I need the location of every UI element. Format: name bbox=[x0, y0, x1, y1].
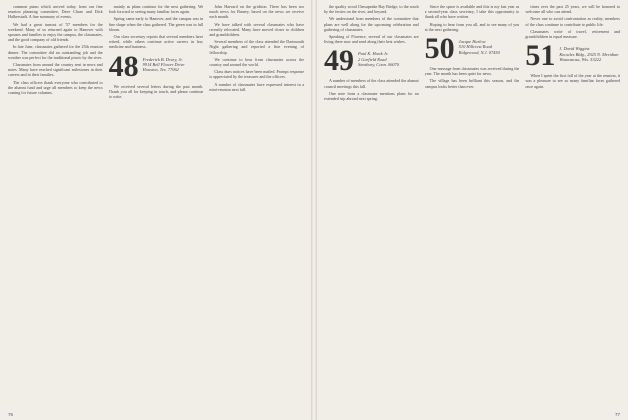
paragraph: Classmates write of travel, retirement and grandchildren in equal measure. bbox=[525, 28, 621, 40]
class-number: 49 bbox=[324, 44, 354, 78]
left-column-2 bbox=[109, 4, 204, 402]
paragraph: Since the space is available and this is my last year as a second-year class secretary, I take this opportunity to thank all who have written. bbox=[424, 4, 520, 20]
right-column-2 bbox=[425, 4, 520, 402]
paragraph: A number of members of the class attended the alumni council meetings this fall. bbox=[324, 78, 419, 89]
right-column-1 bbox=[324, 4, 419, 402]
page-number: 77 bbox=[614, 412, 620, 417]
class-heading-48 bbox=[108, 49, 204, 83]
paragraph: Speaking of Florence, several of our classmates are living there now and send along their best wishes. bbox=[324, 34, 419, 45]
left-column-3 bbox=[209, 4, 304, 402]
address-line: J. David Wiggins bbox=[559, 46, 590, 52]
paragraph: The class officers thank everyone who contributed to the alumni fund and urge all members to keep the news coming for future columns. bbox=[8, 79, 103, 96]
class-heading-50 bbox=[424, 32, 520, 66]
address-line: 9914 Bell Flower Drive bbox=[142, 62, 185, 68]
address-line: Frederick B. Drury, Jr. bbox=[142, 56, 183, 62]
address-line: Jacque Harlow bbox=[458, 39, 486, 45]
class-number: 48 bbox=[108, 49, 139, 83]
paragraph: The village has been brilliant this season, and the campus looks better than ever. bbox=[424, 78, 520, 89]
paragraph: We had a great turnout of '57 members for the weekend. Many of us returned again to Hanover with spouses and families to enjoy the campus, the classmates, and the good company of old friends. bbox=[8, 21, 103, 43]
paragraph: Never one to avoid confrontation as reality, members of the class continue to contribute to public life. bbox=[525, 16, 621, 27]
left-column-1 bbox=[8, 4, 103, 402]
secretary-address bbox=[459, 36, 500, 55]
paragraph: Spring came early to Hanover, and the campus was in fine shape when the class gathered. The green was in full bloom. bbox=[108, 16, 204, 32]
secretary-address bbox=[143, 54, 185, 73]
address-line: Knowles Bldg., 2925 N. Meridian bbox=[559, 51, 619, 57]
paragraph: Several members of the class attended the Dartmouth Night gathering and reported a fine evening of fellowship. bbox=[209, 39, 305, 55]
secretary-address bbox=[559, 43, 618, 62]
paragraph: times over the past 25 years, we will be honored to welcome all who can attend. bbox=[525, 4, 621, 15]
paragraph: common piano which arrived today, from our fine reunion planning committee, Dave Chase and Dick Halberstadt. A fine summary of events. bbox=[8, 4, 103, 20]
paragraph: We continue to hear from classmates across the country and around the world. bbox=[209, 56, 305, 68]
left-columns bbox=[8, 4, 304, 402]
secretary-address bbox=[358, 48, 399, 67]
class-heading-51 bbox=[525, 39, 620, 73]
paragraph: Hoping to hear from you all, and to see many of you at the next gathering. bbox=[424, 21, 520, 32]
right-columns bbox=[324, 4, 620, 402]
paragraph: One note from a classmate mentions plans for an extended trip abroad next spring. bbox=[324, 90, 419, 102]
paragraph: mainly as plans continue for the next gathering. We look forward to seeing many familiar faces again. bbox=[108, 4, 204, 15]
address-line: Houston, Tex. 77062 bbox=[142, 67, 179, 73]
paragraph: John Harvard on the gridiron. There has been too much news for Barney, based on the news we receive each month. bbox=[209, 4, 305, 20]
address-line: Paul K. Hawk Jr. bbox=[358, 51, 389, 57]
right-page bbox=[316, 0, 628, 420]
paragraph: Class dues notices have been mailed. Prompt response is appreciated by the treasurer and the officers. bbox=[209, 69, 305, 80]
address-line: Wauwatosa, Wis. 53222 bbox=[559, 57, 602, 63]
right-column-3 bbox=[525, 4, 620, 402]
paragraph: In late June, classmates gathered for the 25th reunion dinner. The committee did an outstanding job and the weather was perfect for the traditional picnic by the river. bbox=[8, 44, 103, 60]
address-line: 510 Hillcrest Road bbox=[458, 44, 492, 50]
paragraph: the quality wood Chesapeake Bay Bridge, to the south by the ferries on the river, and beyond. bbox=[324, 4, 419, 15]
address-line: 2 Garfield Road bbox=[358, 56, 387, 62]
paragraph: One message from classmates was received during the year. The month has been quiet for news. bbox=[424, 66, 520, 77]
class-number: 50 bbox=[424, 32, 455, 66]
paragraph: We understand from members of the committee that plans are well along for the upcoming celebration and gathering of classmates. bbox=[324, 16, 419, 32]
paragraph: A number of classmates have expressed interest in a mini-reunion next fall. bbox=[209, 81, 305, 92]
paragraph: Classmates from around the country sent in news and notes. Many have reached significant milestones in their careers and in their families. bbox=[8, 62, 103, 78]
address-line: Ridgewood, N.J. 07450 bbox=[458, 49, 500, 55]
paragraph: We received several letters during the past month. Thank you all for keeping in touch, and please continue to write. bbox=[108, 83, 204, 100]
class-heading-49 bbox=[324, 44, 419, 78]
page-number: 76 bbox=[8, 412, 14, 417]
left-page bbox=[0, 0, 312, 420]
address-line: Simsbury, Conn. 06070 bbox=[358, 62, 399, 68]
class-number: 51 bbox=[525, 39, 556, 73]
paragraph: Our class secretary reports that several members have retired, while others continue active careers in law, medicine and business. bbox=[108, 34, 204, 50]
paragraph: We have talked with several classmates who have recently relocated. Many have moved closer to children and grandchildren. bbox=[209, 21, 305, 38]
paragraph: When I spent the first fall of the year at the reunion, it was a pleasure to see so many familiar faces gathered once again. bbox=[525, 73, 621, 89]
